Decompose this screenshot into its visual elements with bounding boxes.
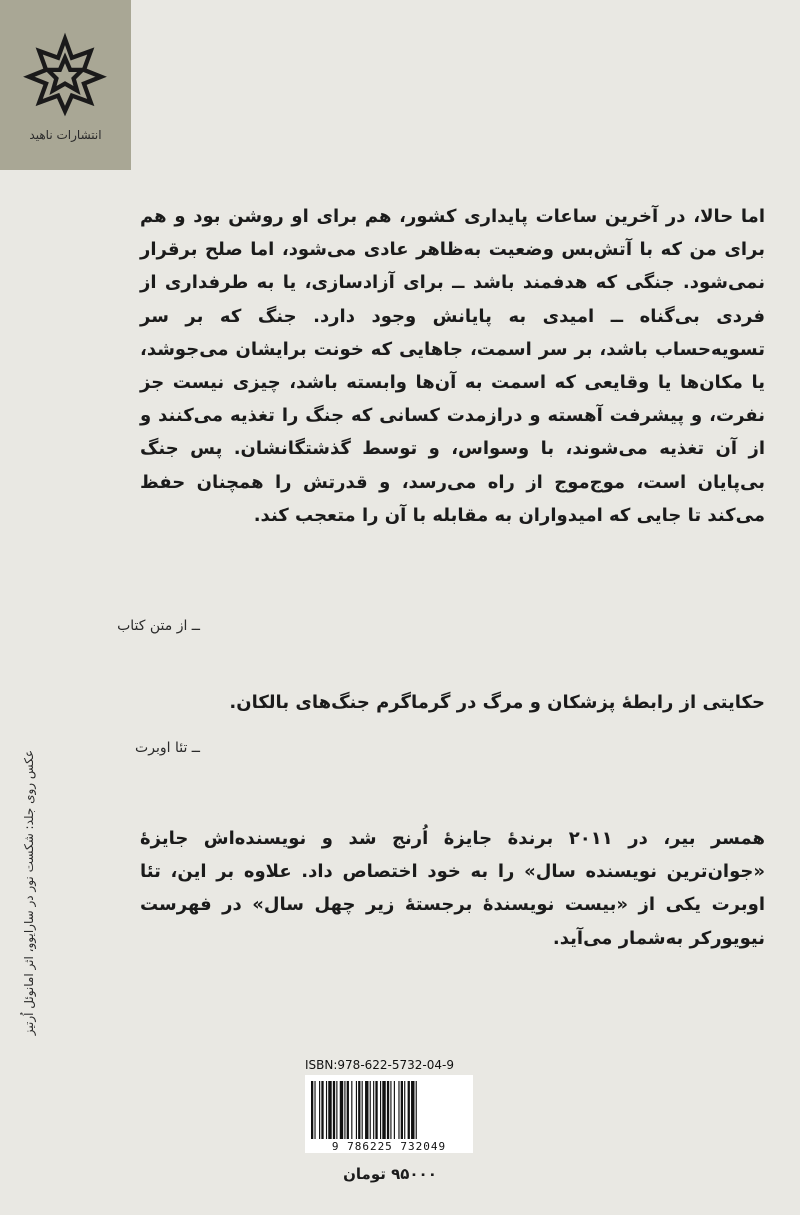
barcode-bar (314, 1081, 315, 1139)
barcode-bar (358, 1081, 360, 1139)
book-excerpt: اما حالا، در آخرین ساعات پایداری کشور، هم برای او روشن بود و هم برای من که با آتش‌بس وضعیت به‌ظاهر عادی می‌شود، اما صلح برقرار نمی‌شود. جنگی که هدفمند باشد ــ برای آزادسازی، یا به طرفداری از فردی بی‌گناه ــ امیدی به پایانش وجود دارد. جنگ که بر سر تسویه‌حساب باشد، بر سر اسمت، جاهایی که خونت برایشان می‌جوشد، یا مکان‌ها یا وقایعی که اسمت به آن‌ها وابسته باشد، چیزی نیست جز نفرت، و پیشرفت آهسته و درازمدت کسانی که جنگ را تغذیه می‌کنند و از آن تغذیه می‌شوند، با وسواس، و توسط گذشتگانشان. پس جنگ بی‌پایان است، موج‌موج از راه می‌رسد، و قدرتش را همچنان حفظ می‌کند تا جایی که امیدواران به مقابله با آن را متعجب کند. (140, 206, 765, 526)
barcode-bar (362, 1081, 363, 1139)
barcode-bar (328, 1081, 331, 1139)
quote-source: ــ تئا اوبرت (135, 740, 200, 756)
barcode-bar (370, 1081, 371, 1139)
cover-photo-credit: عکس روی جلد: شکست نور در سارایوو، اثر امانوئل اُرتیز (22, 750, 36, 1036)
barcode-bar (404, 1081, 405, 1139)
barcode-bar (351, 1081, 352, 1139)
barcode-bar (336, 1081, 337, 1139)
author-bio: همسر بیر، در ۲۰۱۱ برندهٔ جایزهٔ اُرنج شد و نویسنده‌اش جایزهٔ «جوان‌ترین نویسنده سال» را به خود اختصاص داد. علاوه بر این، تئا اوبرت یکی از «بیست نویسندهٔ برجستهٔ زیر چهل سال» در فهرست نیویورکر به‌شمار می‌آید. (140, 828, 765, 949)
barcode-bar (380, 1081, 381, 1139)
barcode-bar (387, 1081, 389, 1139)
barcode-bar (394, 1081, 395, 1139)
publisher-logo-box (0, 0, 131, 170)
barcode-bar (340, 1081, 343, 1139)
review-quote: حکایتی از رابطهٔ پزشکان و مرگ در گرماگرم جنگ‌های بالکان. (229, 692, 765, 713)
barcode-bar (333, 1081, 335, 1139)
barcode (305, 1075, 473, 1153)
barcode-bar (326, 1081, 327, 1139)
barcode-bar (321, 1081, 323, 1139)
excerpt-source: ــ از متن کتاب (117, 618, 200, 634)
barcode-bar (408, 1081, 410, 1139)
barcode-bar (373, 1081, 374, 1139)
barcode-bar (390, 1081, 391, 1139)
barcode-bar (356, 1081, 357, 1139)
barcode-bar (411, 1081, 414, 1139)
barcode-bar (401, 1081, 403, 1139)
price: ۹۵۰۰۰ تومان (343, 1165, 437, 1183)
barcode-bar (398, 1081, 399, 1139)
barcode-bar (344, 1081, 345, 1139)
isbn-label: ISBN:978-622-5732-04-9 (305, 1058, 454, 1072)
barcode-bar (365, 1081, 368, 1139)
barcode-bar (347, 1081, 349, 1139)
barcode-bar (416, 1081, 417, 1139)
publisher-logo-icon (22, 32, 108, 118)
barcode-bar (382, 1081, 385, 1139)
publisher-name: انتشارات ناهید (29, 128, 102, 142)
barcode-bar (311, 1081, 313, 1139)
barcode-bar (319, 1081, 320, 1139)
barcode-bars (309, 1081, 469, 1139)
barcode-bar (375, 1081, 377, 1139)
barcode-digits: 9 786225 732049 (331, 1140, 447, 1153)
